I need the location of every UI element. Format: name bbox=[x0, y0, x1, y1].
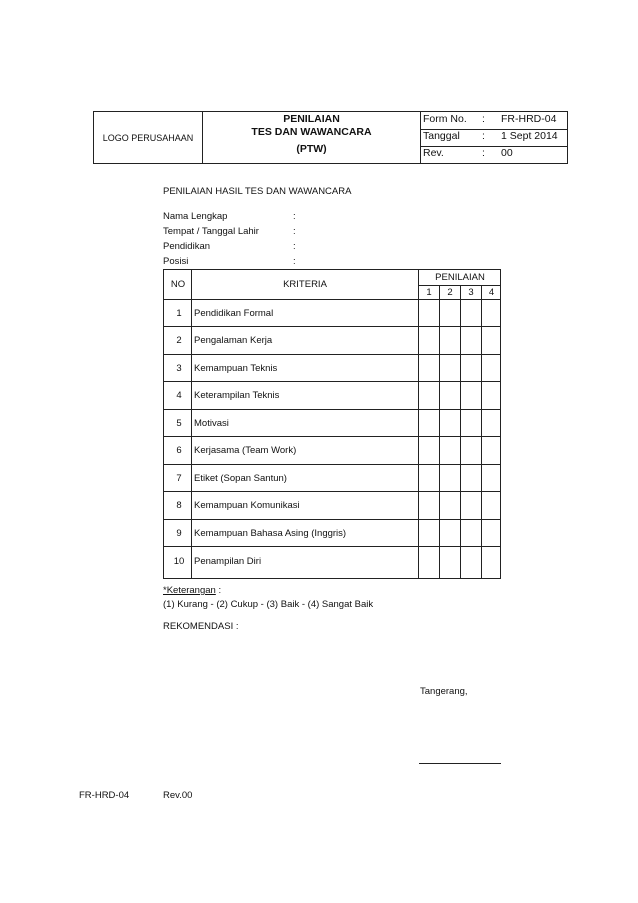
row-number: 2 bbox=[176, 335, 182, 346]
row-number: 5 bbox=[176, 418, 182, 429]
row-number: 1 bbox=[176, 308, 182, 319]
section-title: PENILAIAN HASIL TES DAN WAWANCARA bbox=[163, 186, 352, 197]
row-divider bbox=[164, 381, 500, 382]
keterangan bbox=[163, 585, 221, 596]
row-number: 7 bbox=[176, 473, 182, 484]
row-divider bbox=[164, 436, 500, 437]
form-header bbox=[93, 111, 568, 164]
row-divider bbox=[164, 546, 500, 547]
row-divider bbox=[164, 464, 500, 465]
row-criterion: Kemampuan Komunikasi bbox=[194, 500, 300, 511]
row-number: 6 bbox=[176, 445, 182, 456]
meta-value: 00 bbox=[501, 147, 513, 159]
col-divider bbox=[460, 285, 461, 578]
row-number: 10 bbox=[173, 556, 185, 567]
col-divider bbox=[439, 285, 440, 578]
meta-colon: : bbox=[482, 130, 485, 142]
row-criterion: Pengalaman Kerja bbox=[194, 335, 273, 346]
score-header: 2 bbox=[447, 287, 453, 298]
row-number: 9 bbox=[176, 528, 182, 539]
score-header: 3 bbox=[468, 287, 474, 298]
form-title bbox=[203, 112, 421, 163]
row-divider bbox=[418, 285, 500, 286]
row-divider bbox=[164, 409, 500, 410]
row-criterion: Keterampilan Teknis bbox=[194, 390, 280, 401]
row-divider bbox=[164, 354, 500, 355]
field-label-pendidikan: Pendidikan bbox=[163, 241, 211, 252]
form-title-line2: TES DAN WAWANCARA bbox=[251, 126, 372, 138]
signature-line bbox=[419, 763, 501, 764]
col-header-kriteria: KRITERIA bbox=[283, 279, 327, 290]
field-colon: : bbox=[293, 241, 296, 252]
meta-label: Rev. bbox=[423, 147, 444, 159]
field-colon: : bbox=[293, 226, 296, 237]
footer-form-code: FR-HRD-04 bbox=[79, 790, 130, 801]
row-criterion: Etiket (Sopan Santun) bbox=[194, 473, 287, 484]
row-criterion: Penampilan Diri bbox=[194, 556, 262, 567]
field-colon: : bbox=[293, 211, 296, 222]
col-header-no: NO bbox=[170, 279, 186, 290]
col-divider bbox=[481, 285, 482, 578]
meta-label: Tanggal bbox=[423, 130, 460, 142]
row-divider bbox=[164, 299, 500, 300]
score-scale-note: (1) Kurang - (2) Cukup - (3) Baik - (4) Sangat Baik bbox=[163, 599, 374, 610]
meta-row-tanggal bbox=[421, 129, 567, 147]
row-divider bbox=[164, 326, 500, 327]
form-meta bbox=[421, 112, 567, 163]
score-header: 1 bbox=[426, 287, 432, 298]
meta-colon: : bbox=[482, 113, 485, 125]
row-criterion: Pendidikan Formal bbox=[194, 308, 274, 319]
meta-value: 1 Sept 2014 bbox=[501, 130, 558, 142]
score-header: 4 bbox=[488, 287, 495, 298]
row-number: 4 bbox=[176, 390, 182, 401]
row-criterion: Kemampuan Teknis bbox=[194, 363, 278, 374]
col-divider bbox=[418, 270, 419, 578]
row-divider bbox=[164, 519, 500, 520]
form-title-line1: PENILAIAN bbox=[283, 113, 340, 125]
keterangan-colon: : bbox=[215, 585, 222, 596]
keterangan-label: *Keterangan bbox=[163, 585, 216, 596]
meta-value: FR-HRD-04 bbox=[501, 113, 557, 125]
assessment-table bbox=[163, 269, 501, 579]
rekomendasi-label: REKOMENDASI : bbox=[163, 621, 239, 632]
meta-label: Form No. bbox=[423, 113, 467, 125]
form-title-line3: (PTW) bbox=[296, 143, 327, 155]
row-criterion: Kerjasama (Team Work) bbox=[194, 445, 297, 456]
col-header-penilaian: PENILAIAN bbox=[435, 272, 485, 283]
footer-revision: Rev.00 bbox=[163, 790, 193, 801]
field-label-nama: Nama Lengkap bbox=[163, 211, 228, 222]
field-label-posisi: Posisi bbox=[163, 256, 189, 267]
row-divider bbox=[164, 491, 500, 492]
meta-colon: : bbox=[482, 147, 485, 159]
meta-row-form-no bbox=[421, 112, 567, 130]
field-colon: : bbox=[293, 256, 296, 267]
field-label-ttl: Tempat / Tanggal Lahir bbox=[163, 226, 259, 237]
signature-place: Tangerang, bbox=[420, 686, 468, 697]
row-number: 3 bbox=[176, 363, 182, 374]
row-number: 8 bbox=[176, 500, 182, 511]
company-logo-placeholder: LOGO PERUSAHAAN bbox=[94, 112, 203, 163]
row-criterion: Motivasi bbox=[194, 418, 229, 429]
meta-row-rev bbox=[421, 146, 567, 163]
row-criterion: Kemampuan Bahasa Asing (Inggris) bbox=[194, 528, 347, 539]
